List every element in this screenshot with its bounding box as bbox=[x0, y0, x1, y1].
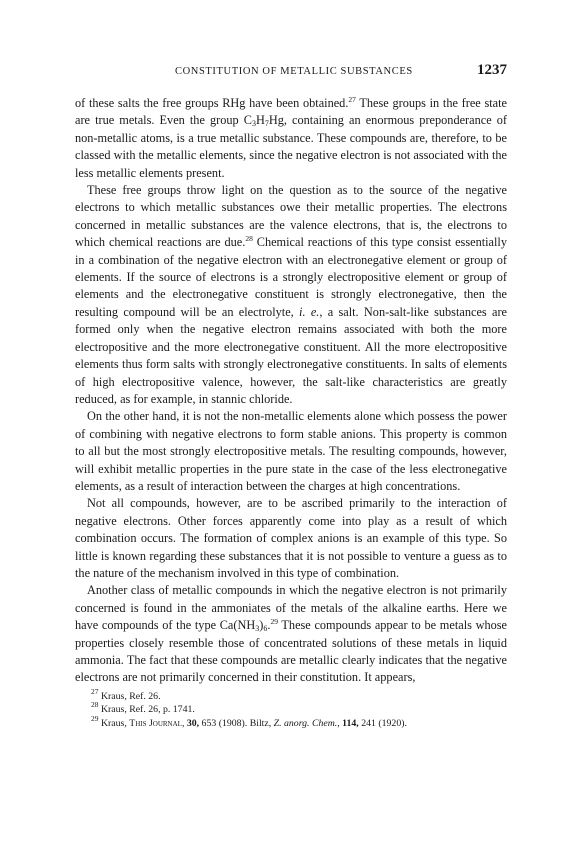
paragraph-5: Another class of metallic compounds in which the negative electron is not primarily concerned is found in the ammoniates of the metals of the alkaline earths. Here we have compounds of the type $Ca(NH_3)_6.^{29}$ These compounds appear to be metals whose properties closely resemble those of concentrated solutions of these metals in liquid ammonia. The fact that these compounds are metallic clearly indicates that the negative electrons are not primarily concerned in their constitution. It appears, bbox=[75, 583, 507, 685]
running-head bbox=[75, 62, 507, 82]
page bbox=[75, 62, 507, 731]
paragraph-2: These free groups throw light on the question as to the source of the negative electrons to which metallic substances owe their metallic properties. The electrons concerned in metallic substances are the valence electrons, that is, the electrons to which chemical reactions are due.$^{28}$ Chemical reactions of this type consist essentially in a combination of the negative electron with an electronegative element or group of elements. If the source of electrons is a strongly electropositive element or group of elements and the electronegative constituent is strongly electronegative, then the resulting compound will be an electrolyte, i. e., a salt. Non-salt-like substances are formed only when the negative electron remains associated with both the more electropositive and the more electronegative constituent. All the more electropositive elements thus form salts with strongly electronegative constituents. In salts of elements of high electropositive valence, however, the salt-like characteristics are greatly reduced, as for example, in stannic chloride. bbox=[75, 183, 507, 406]
running-head-title: CONSTITUTION OF METALLIC SUBSTANCES bbox=[175, 66, 413, 77]
paragraph-4: Not all compounds, however, are to be ascribed primarily to the interaction of negative electrons. Other forces apparently come into play as a result of which combination occurs. The formation of complex anions is an example of this type. So little is known regarding these substances that it is not possible to venture a guess as to the nature of the mechanism involved in this type of combination. bbox=[75, 496, 507, 580]
footnote-27: $^{27}$ Kraus, Ref. 26. bbox=[91, 686, 161, 702]
footnote-28: $^{28}$ Kraus, Ref. 26, p. 1741. bbox=[91, 700, 195, 716]
paragraph-1: of these salts the free groups RHg have been obtained.$^{27}$ These groups in the free state are true metals. Even the group $C_3H_7Hg$, containing an enormous preponderance of non-metallic atoms, is a true metallic substance. These compounds are, therefore, to be classed with the metallic elements, since the negative electron is not associated with the less metallic elements present. bbox=[75, 95, 507, 180]
footnote-ref-27: 27 bbox=[348, 95, 356, 104]
body-text bbox=[75, 95, 507, 687]
page-number: 1237 bbox=[477, 62, 507, 78]
footnote-29: $^{29}$ Kraus, This Journal, 30, 653 (1908). Biltz, Z. anorg. Chem., 114, 241 (1920). bbox=[91, 714, 407, 729]
footnotes bbox=[75, 686, 507, 731]
footnote-ref-28: 28 bbox=[245, 234, 253, 244]
paragraph-3: On the other hand, it is not the non-metallic elements alone which possess the power of combining with negative electrons to form stable anions. This property is common to all but the most strongly electropositive metals. The resulting compounds, however, will exhibit metallic properties in the pure state in the case of the less electronegative elements, as a result of interaction between the charges at high concentrations. bbox=[75, 409, 507, 493]
footnote-ref-29: 29 bbox=[270, 617, 278, 627]
